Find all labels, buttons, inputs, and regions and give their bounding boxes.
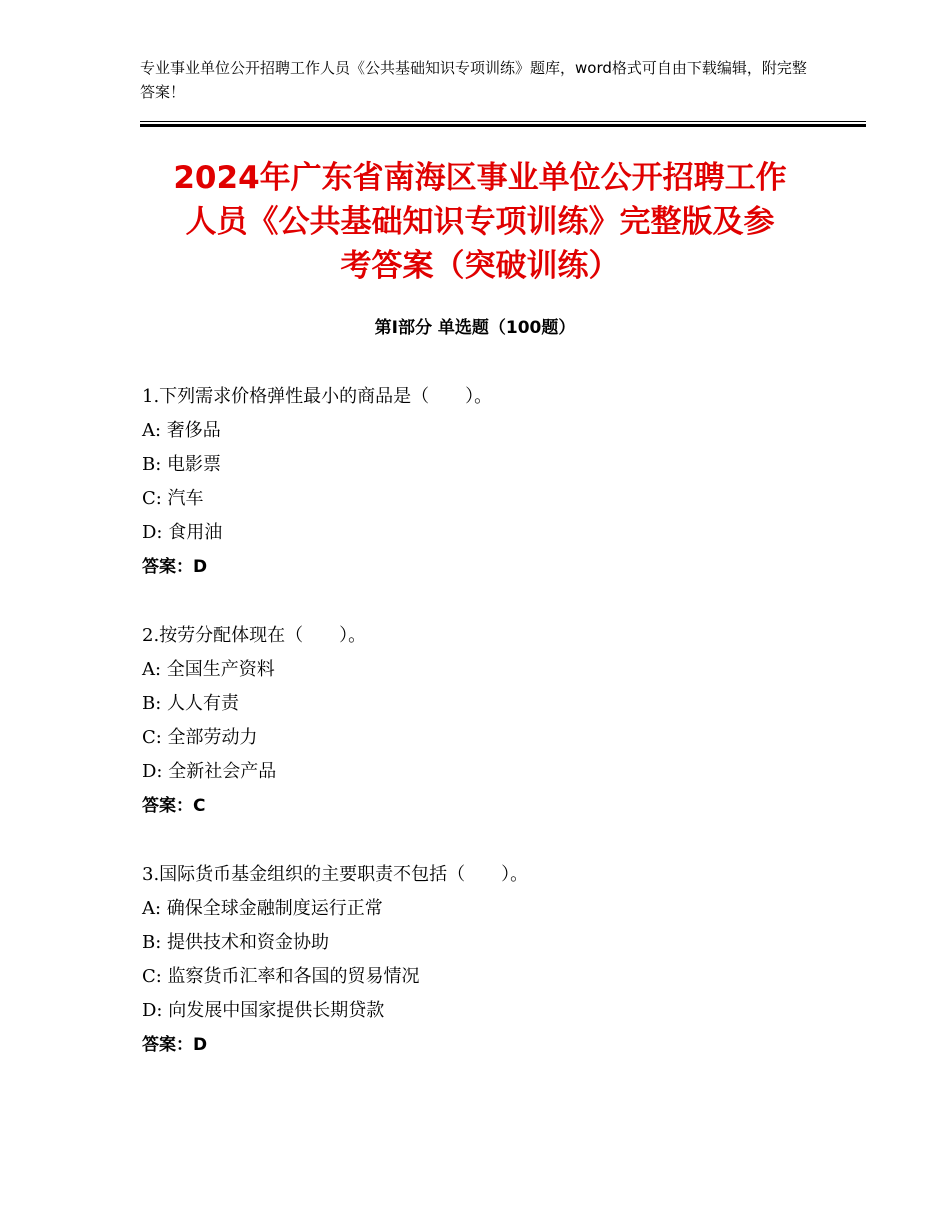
option-b: B: 电影票	[142, 454, 222, 475]
answer-key: 答案：C	[142, 796, 206, 816]
question-stem: 1.下列需求价格弹性最小的商品是（ ）。	[142, 386, 493, 407]
option-c: C: 监察货币汇率和各国的贸易情况	[142, 966, 420, 987]
option-b: B: 提供技术和资金协助	[142, 932, 330, 953]
option-a: A: 全国生产资料	[142, 659, 275, 680]
option-c: C: 汽车	[142, 488, 204, 509]
document-title-line-2: 人员《公共基础知识专项训练》完整版及参	[185, 204, 775, 240]
question-2	[142, 619, 862, 823]
option-a: A: 奢侈品	[142, 420, 221, 441]
header-divider-thick	[140, 124, 866, 127]
option-c: C: 全部劳动力	[142, 727, 258, 748]
question-stem: 3.国际货币基金组织的主要职责不包括（ ）。	[142, 864, 529, 885]
option-d: D: 全新社会产品	[142, 761, 277, 782]
option-d: D: 食用油	[142, 522, 223, 543]
question-stem: 2.按劳分配体现在（ ）。	[142, 625, 367, 646]
document-title	[140, 156, 820, 288]
section-title: 第Ⅰ部分 单选题（100题）	[374, 318, 576, 338]
option-a: A: 确保全球金融制度运行正常	[142, 898, 383, 919]
question-1	[142, 380, 862, 584]
answer-key: 答案：D	[142, 1035, 208, 1055]
answer-key: 答案：D	[142, 557, 208, 577]
option-b: B: 人人有责	[142, 693, 240, 714]
option-d: D: 向发展中国家提供长期贷款	[142, 1000, 385, 1021]
document-title-line-3: 考答案（突破训练）	[340, 248, 620, 284]
question-3	[142, 858, 862, 1062]
document-header-note: 专业事业单位公开招聘工作人员《公共基础知识专项训练》题库，word格式可自由下载编辑，附完整答案！	[140, 59, 807, 101]
document-title-line-1: 2024年广东省南海区事业单位公开招聘工作	[173, 160, 787, 196]
header-divider-thin	[140, 121, 866, 122]
